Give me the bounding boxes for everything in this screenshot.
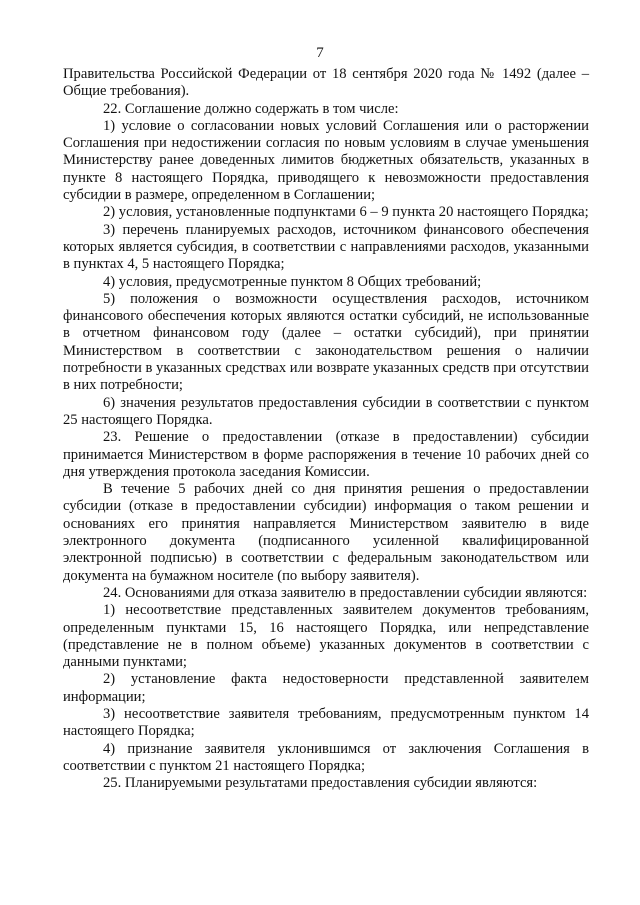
paragraph-continuation: Правительства Российской Федерации от 18 сентября 2020 года № 1492 (далее – Общие требования). [63,66,589,100]
paragraph-22-item-3: 3) перечень планируемых расходов, источником финансового обеспечения которых является субсидия, в соответствии с направлениями расходов, указанными в пунктах 4, 5 настоящего Порядка; [63,221,589,273]
paragraph-23-notification: В течение 5 рабочих дней со дня принятия решения о предоставлении субсидии (отказе в предоставлении субсидии) информация о таком решении и основаниях его принятия направляется Министерством заявителю в виде электронного документа (подписанного усиленной квалифицированной электронной подписью) в соответствии с федеральным законодательством или документа на бумажном носителе (по выбору заявителя). [63,481,589,584]
paragraph-clause-22: 22. Соглашение должно содержать в том числе: [103,100,399,117]
paragraph-22-item-2: 2) условия, установленные подпунктами 6 – 9 пункта 20 настоящего Порядка; [103,204,589,221]
paragraph-22-item-6: 6) значения результатов предоставления субсидии в соответствии с пунктом 25 настоящего Порядка. [63,394,589,428]
paragraph-24-item-4: 4) признание заявителя уклонившимся от заключения Соглашения в соответствии с пунктом 21 настоящего Порядка; [63,740,589,774]
paragraph-clause-23: 23. Решение о предоставлении (отказе в предоставлении) субсидии принимается Министерством в форме распоряжения в течение 10 рабочих дней со дня утверждения протокола заседания Комиссии. [63,429,589,480]
paragraph-24-item-1: 1) несоответствие представленных заявителем документов требованиям, определенным пунктами 15, 16 настоящего Порядка, или непредставление (представление не в полном объеме) указанных документов в соответствии с данными пунктами; [63,602,589,671]
document-body [63,66,589,792]
paragraph-22-item-4: 4) условия, предусмотренные пунктом 8 Общих требований; [103,273,482,290]
paragraph-clause-24: 24. Основаниями для отказа заявителю в предоставлении субсидии являются: [103,584,588,601]
paragraph-24-item-2: 2) установление факта недостоверности представленной заявителем информации; [63,671,589,705]
page-number: 7 [316,45,324,61]
paragraph-22-item-5: 5) положения о возможности осуществления расходов, источником финансового обеспечения которых являются остатки субсидий, не использованные в отчетном финансовом году (далее – остатки субсидий), при принятии Министерством в соответствии с законодательством решения о наличии потребности в указанных средствах или возврате указанных средств при отсутствии в них потребности; [63,290,589,394]
paragraph-22-item-1: 1) условие о согласовании новых условий Соглашения или о расторжении Соглашения при недостижении согласия по новым условиям в случае уменьшения Министерству ранее доведенных лимитов бюджетных обязательств, указанных в пункте 8 настоящего Порядка, приводящего к невозможности предоставления субсидии в размере, определенном в Соглашении; [63,117,589,204]
paragraph-clause-25: 25. Планируемыми результатами предоставления субсидии являются: [103,775,538,792]
paragraph-24-item-3: 3) несоответствие заявителя требованиям, предусмотренным пунктом 14 настоящего Порядка; [63,705,589,740]
